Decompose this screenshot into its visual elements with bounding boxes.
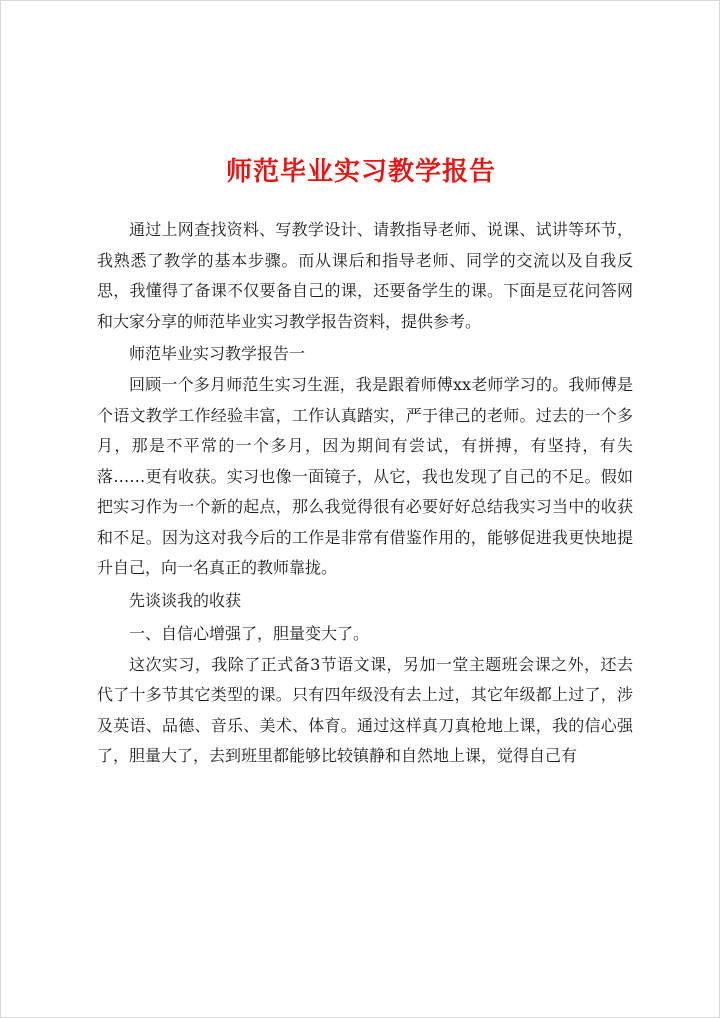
- paragraph-practice: 这次实习，我除了正式备3节语文课，另加一堂主题班会课之外，还去代了十多节其它类型的课。只有四年级没有去上过，其它年级都上过了，涉及英语、品德、音乐、美术、体育。通过这样真刀真枪地上课，我的信心强了，胆量大了，去到班里都能够比较镇静和自然地上课，觉得自己有: [97, 654, 633, 765]
- paragraph-review: 回顾一个多月师范生实习生涯，我是跟着师傅xx老师学习的。我师傅是个语文教学工作经验丰富，工作认真踏实，严于律己的老师。过去的一个多月，那是不平常的一个多月，因为期间有尝试，有拼搏，有坚持，有失落……更有收获。实习也像一面镜子，从它，我也发现了自己的不足。假如把实习作为一个新的起点，那么我觉得很有必要好好总结我实习当中的收获和不足。因为这对我今后的工作是非常有借鉴作用的，能够促进我更快地提升自己，向一名真正的教师靠拢。: [97, 375, 633, 577]
- paragraph-report-heading: 师范毕业实习教学报告一: [129, 344, 306, 363]
- document-body: [97, 215, 633, 772]
- document-title: 师范毕业实习教学报告: [225, 157, 496, 187]
- paragraph-gains-heading: 先谈谈我的收获: [129, 590, 242, 610]
- paragraph-intro: 通过上网查找资料、写教学设计、请教指导老师、说课、试讲等环节，我熟悉了教学的基本步骤。而从课后和指导老师、同学的交流以及自我反思，我懂得了备课不仅要备自己的课，还要备学生的课。下面是豆花问答网和大家分享的师范毕业实习教学报告资料，提供参考。: [97, 220, 633, 331]
- paragraph-section-one-heading: 一、自信心增强了，胆量变大了。: [129, 623, 370, 643]
